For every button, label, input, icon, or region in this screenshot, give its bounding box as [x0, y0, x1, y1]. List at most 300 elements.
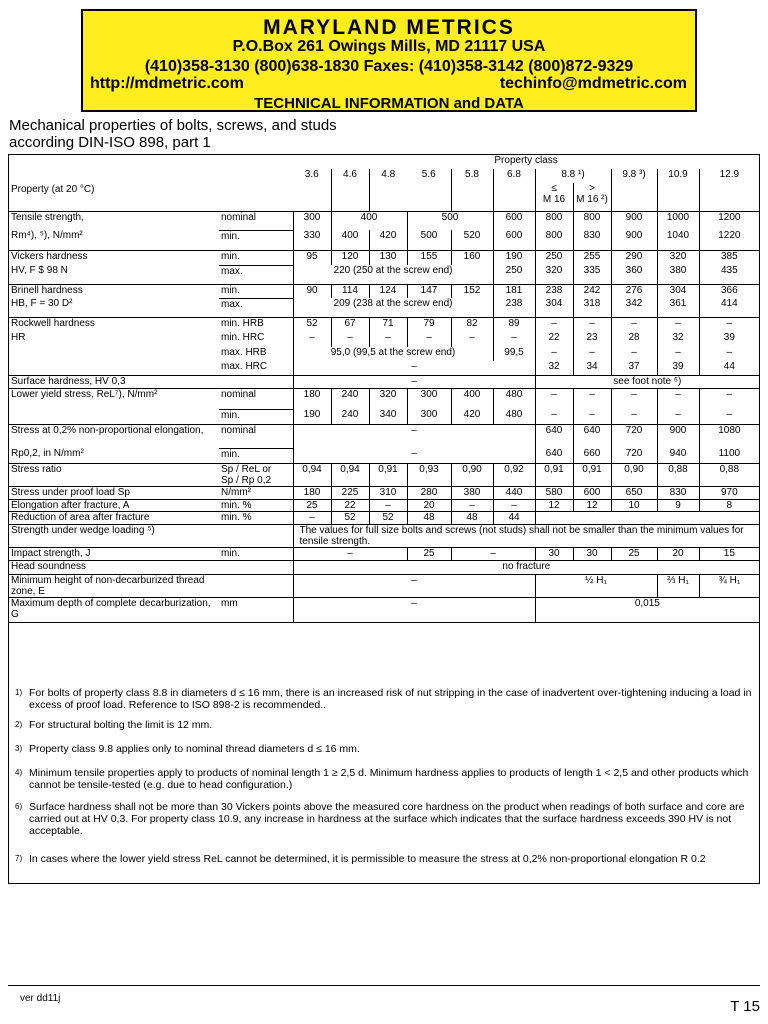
row-value: 95,0 (99,5 at the screw end) — [293, 347, 493, 361]
row-value: 114 — [331, 284, 369, 298]
row-value: 304 — [535, 298, 573, 317]
row-unit-label — [219, 524, 293, 547]
footer-divider — [8, 985, 760, 986]
property-class-12-9: 12.9 — [699, 169, 759, 211]
row-value: 1040 — [657, 230, 699, 250]
row-value: – — [451, 499, 493, 511]
row-value: 320 — [369, 388, 407, 409]
row-value: – — [293, 332, 331, 347]
row-value: 190 — [293, 409, 331, 424]
table-row — [9, 574, 759, 597]
row-value: 720 — [611, 448, 657, 463]
row-value: 250 — [493, 265, 535, 284]
footnote-number: 6) — [15, 802, 23, 811]
row-value: – — [611, 409, 657, 424]
row-value: 900 — [611, 230, 657, 250]
row-value: 90 — [293, 284, 331, 298]
table-row — [9, 250, 759, 265]
table-row — [9, 211, 759, 230]
row-unit-label: nominal — [219, 388, 293, 409]
row-value: 342 — [611, 298, 657, 317]
row-value: 39 — [657, 361, 699, 375]
row-value: 0,90 — [611, 463, 657, 486]
row-value: 44 — [699, 361, 759, 375]
row-value: 152 — [451, 284, 493, 298]
row-unit-label: nominal — [219, 424, 293, 448]
row-value: 48 — [407, 511, 451, 524]
row-value: 400 — [331, 230, 369, 250]
row-property-label: Surface hardness, HV 0,3 — [9, 375, 219, 388]
row-value: 830 — [657, 486, 699, 499]
row-value: 335 — [573, 265, 611, 284]
row-value: – — [493, 332, 535, 347]
row-value: – — [535, 347, 573, 361]
row-value: 20 — [407, 499, 451, 511]
table-row — [9, 409, 759, 424]
row-value: 940 — [657, 448, 699, 463]
row-value: – — [293, 547, 407, 560]
row-value: 480 — [493, 409, 535, 424]
row-value: 420 — [369, 230, 407, 250]
table-row — [9, 375, 759, 388]
row-value: – — [451, 332, 493, 347]
row-value: 276 — [611, 284, 657, 298]
table-row — [9, 332, 759, 347]
row-value: 1220 — [699, 230, 759, 250]
row-value: – — [699, 347, 759, 361]
footnote-text: For bolts of property class 8.8 in diameters d ≤ 16 mm, there is an increased risk of nut stripping in the case of inadvertent over-tightening inducing a load in excess of proof load. Reference to ISO 898-2 is recommended.. — [29, 687, 752, 711]
row-value: 180 — [293, 388, 331, 409]
row-value: 9 — [657, 499, 699, 511]
row-unit-label: min. — [219, 284, 293, 298]
row-value: – — [369, 332, 407, 347]
row-value: 435 — [699, 265, 759, 284]
row-value: – — [493, 499, 535, 511]
property-class-9-8: 9.8 ³) — [611, 169, 657, 211]
page-number: T 15 — [730, 998, 760, 1015]
table-header-row — [9, 155, 759, 169]
table-row — [9, 361, 759, 375]
row-value: – — [573, 317, 611, 332]
row-value: 190 — [493, 250, 535, 265]
row-property-label: Impact strength, J — [9, 547, 219, 560]
row-value: 240 — [331, 409, 369, 424]
property-class-8-8-sub: > M 16 ²) — [573, 183, 611, 211]
row-value: – — [657, 347, 699, 361]
row-value: 0,015 — [535, 597, 759, 622]
header-subtitle: TECHNICAL INFORMATION and DATA — [254, 95, 524, 112]
table-class-row — [9, 169, 759, 183]
row-value: 320 — [535, 265, 573, 284]
footnote-text: Minimum tensile properties apply to products of nominal length 1 ≥ 2,5 d. Minimum hardness applies to products of length 1 < 2,5 and other products which cannot be tensile-tested (e.g. due to head configuration.) — [29, 767, 749, 791]
footnote-text: For structural bolting the limit is 12 mm. — [29, 719, 213, 731]
page-title-line1: Mechanical properties of bolts, screws, and studs — [9, 117, 337, 134]
table-row — [9, 463, 759, 486]
row-value: 48 — [451, 511, 493, 524]
row-value: 1100 — [699, 448, 759, 463]
row-value: 160 — [451, 250, 493, 265]
row-value: 8 — [699, 499, 759, 511]
row-value: – — [699, 409, 759, 424]
row-value: 220 (250 at the screw end) — [293, 265, 493, 284]
row-value: 360 — [611, 265, 657, 284]
row-value: 22 — [331, 499, 369, 511]
row-value: 1080 — [699, 424, 759, 448]
row-value: 0,91 — [535, 463, 573, 486]
table-row — [9, 424, 759, 448]
row-value: 640 — [573, 424, 611, 448]
row-value: 130 — [369, 250, 407, 265]
page-title — [9, 117, 337, 151]
row-value: 37 — [611, 361, 657, 375]
table-row — [9, 524, 759, 547]
row-value: – — [573, 388, 611, 409]
property-class-10-9: 10.9 — [657, 169, 699, 211]
row-unit-label: max. HRB — [221, 347, 267, 358]
row-value: 0,91 — [573, 463, 611, 486]
row-value: – — [535, 317, 573, 332]
properties-table-frame — [8, 154, 760, 884]
row-value: 650 — [611, 486, 657, 499]
row-value: 340 — [369, 409, 407, 424]
row-value: ¾ H₁ — [699, 574, 759, 597]
property-class-8-8: 8.8 ¹) — [535, 169, 611, 183]
row-value: 385 — [699, 250, 759, 265]
row-property-label: Brinell hardness — [9, 284, 219, 298]
row-property-label: Stress at 0,2% non-proportional elongation, — [9, 424, 219, 448]
row-value: 25 — [407, 547, 451, 560]
property-class-6-8: 6.8 — [493, 169, 535, 211]
row-value: 361 — [657, 298, 699, 317]
row-value: 25 — [611, 547, 657, 560]
table-row — [9, 298, 759, 317]
row-property-label: Rm⁴), ⁵), N/mm² — [11, 230, 83, 241]
row-value: 0,88 — [657, 463, 699, 486]
row-value — [535, 511, 759, 524]
row-value: 180 — [293, 486, 331, 499]
table-row — [9, 486, 759, 499]
row-value: 238 — [535, 284, 573, 298]
row-value: 12 — [573, 499, 611, 511]
property-heading: Property (at 20 °C) — [11, 184, 95, 196]
row-value: 0,92 — [493, 463, 535, 486]
row-value: – — [293, 361, 535, 375]
property-class-heading: Property class — [494, 155, 558, 166]
row-property-label: Minimum height of non-decarburized thread zone, E — [9, 574, 219, 597]
row-value: – — [573, 347, 611, 361]
row-value: 30 — [573, 547, 611, 560]
row-value: ⅔ H₁ — [657, 574, 699, 597]
row-unit-label: mm — [219, 597, 293, 622]
row-unit-label — [219, 560, 293, 574]
row-property-label: Tensile strength, — [9, 211, 219, 230]
property-class-3-6: 3.6 — [304, 169, 319, 180]
row-value: 0,88 — [699, 463, 759, 486]
row-value: – — [293, 597, 535, 622]
footnote-text: In cases where the lower yield stress ReL cannot be determined, it is permissible to measure the stress at 0,2% non-proportional elongation R 0.2 — [29, 853, 706, 865]
company-header — [81, 9, 697, 112]
row-value: 500 — [407, 211, 493, 230]
row-unit-label: max. — [219, 298, 293, 317]
row-value: 12 — [535, 499, 573, 511]
row-value: – — [657, 388, 699, 409]
footnote-text: Property class 9.8 applies only to nominal thread diameters d ≤ 16 mm. — [29, 743, 360, 755]
row-unit-label: min. HRB — [219, 317, 293, 332]
row-value: 99,5 — [493, 347, 535, 361]
row-unit-label: nominal — [219, 211, 293, 230]
version-label: ver dd11j — [20, 993, 61, 1004]
row-unit-label: min. — [219, 547, 293, 560]
row-value: 79 — [407, 317, 451, 332]
table-row — [9, 511, 759, 524]
row-value: The values for full size bolts and screws (not studs) shall not be smaller than the minimum values for tensile strength. — [293, 524, 759, 547]
row-property-label: Elongation after fracture, A — [9, 499, 219, 511]
row-unit-label: Sp / ReL or Sp / Rp 0,2 — [219, 463, 293, 486]
row-value: 380 — [451, 486, 493, 499]
row-value: 0,93 — [407, 463, 451, 486]
table-row — [9, 499, 759, 511]
row-value: – — [451, 547, 535, 560]
row-value: 238 — [493, 298, 535, 317]
row-property-label: Vickers hardness — [9, 250, 219, 265]
row-value: – — [369, 499, 407, 511]
row-property-label: Rockwell hardness — [9, 317, 219, 332]
row-value: 440 — [493, 486, 535, 499]
row-value: 500 — [407, 230, 451, 250]
row-property-label: Strength under wedge loading ⁵) — [9, 524, 219, 547]
row-value: 22 — [535, 332, 573, 347]
table-row — [9, 448, 759, 463]
property-class-4-6: 4.6 — [331, 169, 369, 211]
table-row — [9, 347, 759, 361]
row-value: 32 — [657, 332, 699, 347]
table-header-blank — [9, 155, 219, 169]
row-value: 414 — [699, 298, 759, 317]
row-value: 39 — [699, 332, 759, 347]
row-value: 290 — [611, 250, 657, 265]
row-value: – — [293, 511, 331, 524]
row-value: see foot note ⁶) — [535, 375, 759, 388]
row-unit-label: min. — [219, 448, 293, 463]
row-value: 330 — [293, 230, 331, 250]
row-value: 300 — [407, 409, 451, 424]
row-value: 34 — [573, 361, 611, 375]
row-value: 10 — [611, 499, 657, 511]
row-value: – — [331, 332, 369, 347]
row-value: 30 — [535, 547, 573, 560]
row-value: 209 (238 at the screw end) — [293, 298, 493, 317]
row-property-label — [9, 409, 219, 424]
row-value: 25 — [293, 499, 331, 511]
row-value: – — [407, 332, 451, 347]
row-unit-label: min. % — [219, 499, 293, 511]
row-value: 970 — [699, 486, 759, 499]
row-value: 67 — [331, 317, 369, 332]
row-value: 95 — [293, 250, 331, 265]
row-value: – — [699, 317, 759, 332]
row-value: – — [611, 388, 657, 409]
row-value: – — [535, 388, 573, 409]
row-value: 0,90 — [451, 463, 493, 486]
row-value: – — [573, 409, 611, 424]
row-value: 310 — [369, 486, 407, 499]
row-value: 580 — [535, 486, 573, 499]
row-value: 52 — [331, 511, 369, 524]
row-property-label: Stress ratio — [9, 463, 219, 486]
row-property-label: Maximum depth of complete decarburization, G — [9, 597, 219, 622]
row-property-label: Head soundness — [9, 560, 219, 574]
row-property-label: HV, F $ 98 N — [11, 265, 68, 276]
row-value: 300 — [407, 388, 451, 409]
footnote-number: 7) — [15, 854, 23, 863]
row-value: 600 — [493, 230, 535, 250]
row-value: 82 — [451, 317, 493, 332]
row-property-label — [9, 361, 219, 375]
row-value: 830 — [573, 230, 611, 250]
row-value: 318 — [573, 298, 611, 317]
row-unit-label: max. — [219, 265, 293, 284]
row-value: 300 — [293, 211, 331, 230]
row-value: 124 — [369, 284, 407, 298]
row-unit-label: min. HRC — [221, 332, 265, 343]
row-value: 23 — [573, 332, 611, 347]
row-value: 15 — [699, 547, 759, 560]
row-value: 400 — [331, 211, 407, 230]
row-unit-label: min. — [219, 409, 293, 424]
table-row — [9, 317, 759, 332]
row-value: 0,94 — [331, 463, 369, 486]
table-row — [9, 597, 759, 622]
table-row — [9, 547, 759, 560]
footnote-number: 2) — [15, 720, 23, 729]
page-title-line2: according DIN-ISO 898, part 1 — [9, 134, 211, 151]
row-value: ½ H₁ — [535, 574, 657, 597]
row-property-label: Stress under proof load Sp — [9, 486, 219, 499]
row-value: 250 — [535, 250, 573, 265]
row-value: 155 — [407, 250, 451, 265]
company-email-link[interactable]: techinfo@mdmetric.com — [499, 75, 687, 92]
row-value: 400 — [451, 388, 493, 409]
row-value: 120 — [331, 250, 369, 265]
row-unit-label: min. — [219, 230, 293, 250]
row-value: 255 — [573, 250, 611, 265]
table-row — [9, 560, 759, 574]
table-header-blank — [219, 155, 293, 169]
row-value: 52 — [369, 511, 407, 524]
row-value: – — [611, 317, 657, 332]
row-value: – — [611, 347, 657, 361]
table-row — [9, 265, 759, 284]
row-unit-label: min. % — [219, 511, 293, 524]
row-value: – — [293, 574, 535, 597]
property-class-5-8: 5.8 — [451, 169, 493, 211]
row-unit-label: max. HRC — [221, 361, 268, 372]
row-value: 1000 — [657, 211, 699, 230]
row-value: 225 — [331, 486, 369, 499]
row-value: 600 — [493, 211, 535, 230]
row-value: 800 — [535, 211, 573, 230]
row-value: 420 — [451, 409, 493, 424]
row-value: 52 — [293, 317, 331, 332]
row-value: 0,94 — [293, 463, 331, 486]
row-value: 304 — [657, 284, 699, 298]
property-class-4-8: 4.8 — [369, 169, 407, 211]
row-value: 720 — [611, 424, 657, 448]
unit-heading-blank — [219, 169, 293, 211]
row-value: 640 — [535, 424, 573, 448]
row-value: – — [699, 388, 759, 409]
footnote-number: 4) — [15, 768, 23, 777]
row-value: 242 — [573, 284, 611, 298]
row-value: 320 — [657, 250, 699, 265]
footnote-number: 3) — [15, 744, 23, 753]
property-class-5-6: 5.6 — [421, 169, 436, 180]
row-value: 640 — [535, 448, 573, 463]
row-value: 44 — [493, 511, 535, 524]
row-value: 32 — [535, 361, 573, 375]
row-value: – — [293, 375, 535, 388]
table-row — [9, 284, 759, 298]
row-value: 800 — [573, 211, 611, 230]
table-row — [9, 388, 759, 409]
row-value: 800 — [535, 230, 573, 250]
row-value: 89 — [493, 317, 535, 332]
company-address: P.O.Box 261 Owings Mills, MD 21117 USA — [232, 38, 546, 55]
row-value: – — [657, 317, 699, 332]
row-value: 280 — [407, 486, 451, 499]
row-value: 660 — [573, 448, 611, 463]
footnote-number: 1) — [15, 688, 23, 697]
row-value: 28 — [611, 332, 657, 347]
row-unit-label: N/mm² — [219, 486, 293, 499]
row-property-label: Lower yield stress, ReL⁷), N/mm² — [9, 388, 219, 409]
company-phones: (410)358-3130 (800)638-1830 Faxes: (410)358-3142 (800)872-9329 — [144, 58, 634, 75]
row-value: 20 — [657, 547, 699, 560]
row-value: 366 — [699, 284, 759, 298]
footnote-text: Surface hardness shall not be more than 30 Vickers points above the measured core hardness on the product when readings of both surface and core are carried out at HV 0,3. For property class 10.9, any increase in hardness at the surface which indicates that the surface hardness exceeds 390 HV is not acceptable. — [29, 801, 745, 837]
company-name: MARYLAND METRICS — [263, 16, 515, 39]
row-value: 520 — [451, 230, 493, 250]
row-value: 380 — [657, 265, 699, 284]
row-value: 240 — [331, 388, 369, 409]
row-value: 1200 — [699, 211, 759, 230]
row-value: 600 — [573, 486, 611, 499]
row-value: – — [535, 409, 573, 424]
row-unit-label — [219, 375, 293, 388]
row-value: – — [293, 424, 535, 448]
row-value: – — [293, 448, 535, 463]
row-property-label: HR — [11, 332, 26, 343]
row-value: 181 — [493, 284, 535, 298]
row-value: 0,91 — [369, 463, 407, 486]
row-value: 900 — [657, 424, 699, 448]
row-property-label: Rp0,2, in N/mm² — [11, 448, 84, 459]
row-value: 71 — [369, 317, 407, 332]
row-unit-label: min. — [219, 250, 293, 265]
row-value: 900 — [611, 211, 657, 230]
row-property-label: HB, F = 30 D² — [11, 298, 73, 309]
row-property-label — [9, 347, 219, 361]
table-row — [9, 230, 759, 250]
row-unit-label — [219, 574, 293, 597]
properties-table — [9, 155, 759, 623]
row-value: 147 — [407, 284, 451, 298]
row-value: 480 — [493, 388, 535, 409]
row-value: no fracture — [293, 560, 759, 574]
company-website-link[interactable]: http://mdmetric.com — [90, 75, 244, 92]
row-property-label: Reduction of area after fracture — [9, 511, 219, 524]
row-value: – — [657, 409, 699, 424]
